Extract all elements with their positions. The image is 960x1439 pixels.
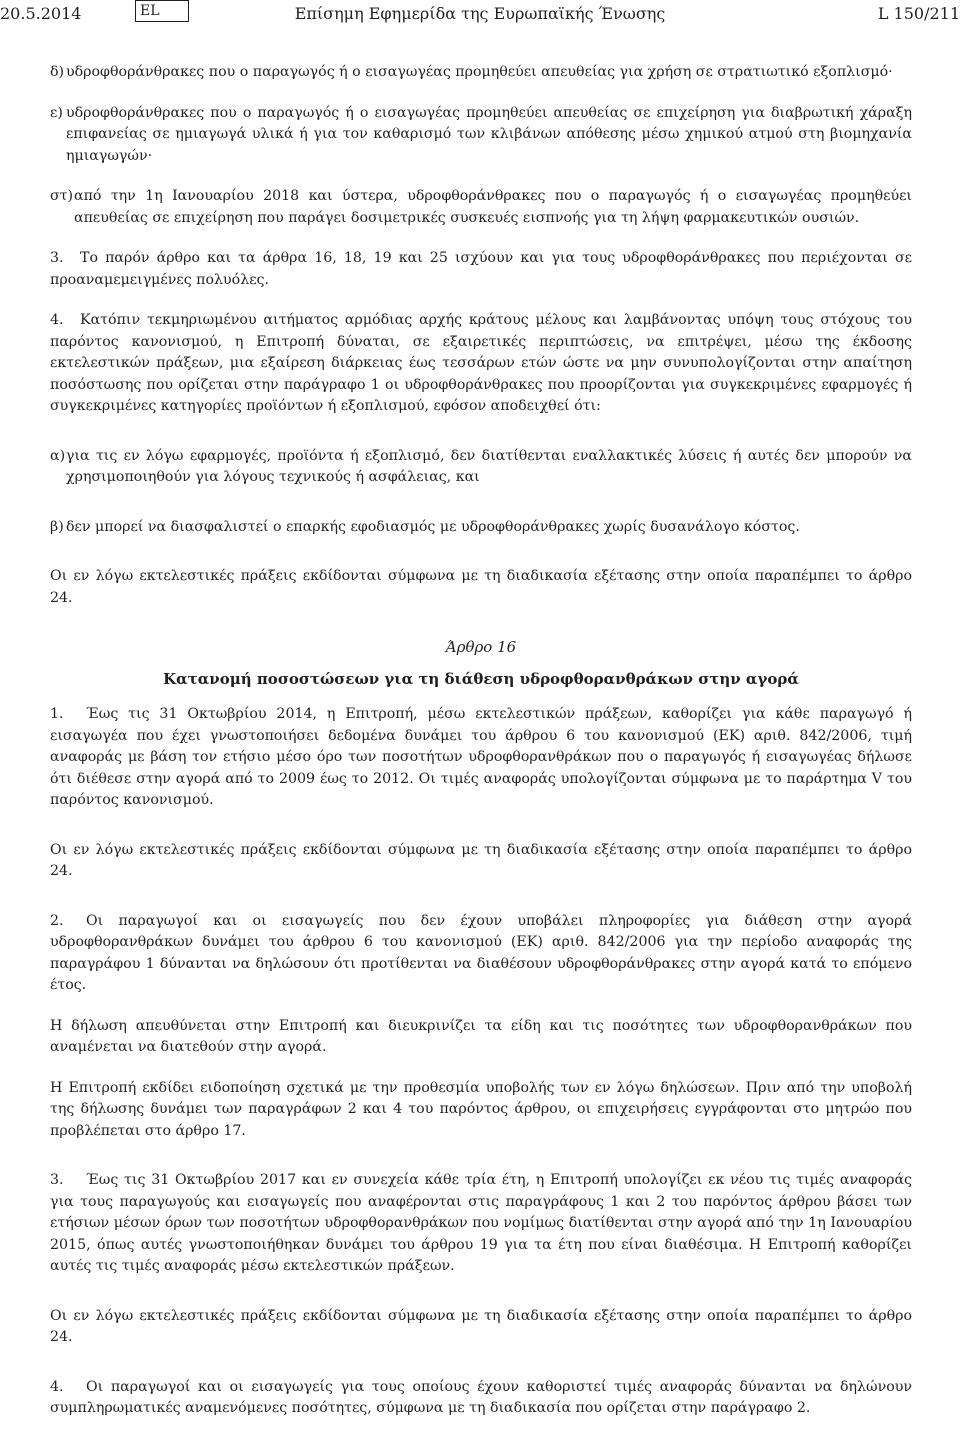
paragraph-text: Οι παραγωγοί και οι εισαγωγείς για τους οποίους έχουν καθοριστεί τιμές αναφοράς δύνανται να δηλώνουν συμπληρωματικές αναμενόμενες ποσότητες, σύμφωνα με τη διαδικασία που ορίζεται στην παράγραφο 2. (50, 1378, 912, 1416)
document-body (50, 62, 912, 1439)
page-number: L 150/211 (877, 4, 960, 23)
item-marker: β) (50, 518, 64, 535)
item-text: για τις εν λόγω εφαρμογές, προϊόντα ή εξοπλισμό, δεν διατίθενται εναλλακτικές λύσεις ή αυτές δεν μπορούν να χρησιμοποιηθούν για λόγους τεχνικούς ή ασφάλειας, και (66, 447, 912, 485)
article-paragraph-4 (50, 1377, 912, 1420)
article-subtitle: Κατανομή ποσοστώσεων για τη διάθεση υδροφθορανθράκων στην αγορά (163, 669, 799, 688)
item-text: υδροφθοράνθρακες που ο παραγωγός ή ο εισαγωγέας προμηθεύει απευθείας σε επιχείρηση για διαβρωτική χάραξη επιφανείας σε ημιαγωγά υλικά ή για τον καθαρισμό των κλιβάνων απόθεσης μέσω χημικού ατμού στη βιομηχανία ημιαγωγών· (66, 104, 912, 164)
paragraph-number: 4. (50, 1378, 64, 1395)
article-paragraph-3 (50, 1170, 912, 1278)
list-item-d (50, 62, 912, 84)
closing-sentence: Οι εν λόγω εκτελεστικές πράξεις εκδίδονται σύμφωνα με τη διαδικασία εξέτασης στην οποία παραπέμπει το άρθρο 24. (50, 841, 912, 879)
list-item-e (50, 103, 912, 168)
paragraph-number: 4. (50, 312, 64, 328)
journal-title: Επίσημη Εφημερίδα της Ευρωπαϊκής Ένωσης (294, 4, 666, 23)
header-date: 20.5.2014 (0, 4, 82, 23)
item-text: υδροφθοράνθρακες που ο παραγωγός ή ο εισαγωγέας προμηθεύει απευθείας για χρήση σε στρατιωτικό εξοπλισμό· (66, 64, 893, 80)
item-marker: στ) (50, 188, 74, 204)
paragraph-text: Κατόπιν τεκμηριωμένου αιτήματος αρμόδιας αρχής κράτους μέλους και λαμβάνοντας υπόψη τους στόχους του παρόντος κανονισμού, η Επιτροπή δύναται, σε εξαιρετικές περιπτώσεις, να επιτρέψει, μέσω της έκδοσης εκτελεστικών πράξεων, μια εξαίρεση διάρκειας έως τεσσάρων ετών ώστε να μην συνυπολογίζονται στην απαίτηση ποσόστωσης που ορίζεται στην παράγραφο 1 οι υδροφθοράνθρακες που προορίζονται για συγκεκριμένες εφαρμογές ή συγκεκριμένες κατηγορίες προϊόντων ή εξοπλισμού, εφόσον αποδειχθεί ότι: (50, 312, 912, 414)
paragraph-text: Έως τις 31 Οκτωβρίου 2017 και εν συνεχεία κάθε τρία έτη, η Επιτροπή υπολογίζει εκ νέου τις τιμές αναφοράς για τους παραγωγούς και εισαγωγείς που αναφέρονται στις παραγράφους 1 και 2 του παρόντος άρθρου βάσει των ετήσιων μέσων όρων των ποσοτήτων υδροφθορανθράκων που νομίμως διατίθενται στην αγορά από την 1η Ιανουαρίου 2015, όπως αυτές γνωστοποιήθηκαν δυνάμει του άρθρου 19 για τα έτη που είναι διαθέσιμα. Η Επιτροπή καθορίζει αυτές τις τιμές αναφοράς μέσω εκτελεστικών πράξεων. (50, 1172, 912, 1274)
paragraph-text: Το παρόν άρθρο και τα άρθρα 16, 18, 19 και 25 ισχύουν και για τους υδροφθοράνθρακες που περιέχονται σε προαναμεμειγμένες πολυόλες. (50, 250, 912, 288)
language-code-box: EL (135, 0, 189, 22)
paragraph-number: 2. (50, 912, 64, 929)
item-marker: δ) (50, 64, 65, 80)
paragraph-text: Οι παραγωγοί και οι εισαγωγείς που δεν έχουν υποβάλει πληροφορίες για διάθεση στην αγορά υδροφθορανθράκων δυνάμει του άρθρου 6 του κανονισμού (ΕΚ) αριθ. 842/2006 για την περίοδο αναφοράς της παραγράφου 1 δύνανται να δηλώσουν ότι προτίθενται να διαθέσουν υδροφθοράνθρακες στην αγορά κατά το επόμενο έτος. (50, 912, 912, 993)
closing-sentence: Οι εν λόγω εκτελεστικές πράξεις εκδίδονται σύμφωνα με τη διαδικασία εξέτασης στην οποία παραπέμπει το άρθρο 24. (50, 1307, 912, 1345)
paragraph-4 (50, 310, 912, 418)
item-text: από την 1η Ιανουαρίου 2018 και ύστερα, υδροφθοράνθρακες που ο παραγωγός ή ο εισαγωγέας προμηθεύει απευθείας σε επιχείρηση που παράγει δοσιμετρικές συσκευές εισπνοής για τη λήψη φαρμακευτικών ουσιών. (74, 188, 912, 226)
paragraph-text-block: Η δήλωση απευθύνεται στην Επιτροπή και διευκρινίζει τα είδη και τις ποσότητες των υδροφθορανθράκων που αναμένεται να διατεθούν στην αγορά. (50, 1017, 912, 1055)
item-marker: α) (50, 447, 66, 464)
paragraph-3 (50, 248, 912, 291)
paragraph-number: 3. (50, 250, 64, 266)
article-paragraph-1 (50, 704, 912, 812)
paragraph-number: 3. (50, 1172, 64, 1188)
list-item-a (50, 446, 912, 489)
paragraph-text: Έως τις 31 Οκτωβρίου 2014, η Επιτροπή, μέσω εκτελεστικών πράξεων, καθορίζει για κάθε παραγωγό ή εισαγωγέα που έχει γνωστοποιήσει δεδομένα δυνάμει του άρθρου 6 του κανονισμού (ΕΚ) αριθ. 842/2006, τιμή αναφοράς με βάση τον ετήσιο μέσο όρο των ποσοτήτων υδροφθορανθράκων που ο παραγωγός ή εισαγωγέας δήλωσε ότι διέθεσε στην αγορά από το 2009 έως το 2012. Οι τιμές αναφοράς υπολογίζονται σύμφωνα με το παράρτημα V του παρόντος κανονισμού. (50, 706, 912, 808)
page-header (0, 0, 960, 34)
paragraph-number: 1. (50, 706, 64, 722)
list-item-st (50, 186, 912, 229)
article-title: Άρθρο 16 (445, 638, 517, 656)
article-paragraph-2 (50, 911, 912, 997)
list-item-b (50, 517, 912, 539)
paragraph-text-block: Η Επιτροπή εκδίδει ειδοποίηση σχετικά με την προθεσμία υποβολής των εν λόγω δηλώσεων. Πριν από την υποβολή της δήλωσης δυνάμει των παραγράφων 2 και 4 του παρόντος άρθρου, οι επιχειρήσεις εγγράφονται στο μητρώο που προβλέπεται στο άρθρο 17. (50, 1079, 912, 1139)
item-text: δεν μπορεί να διασφαλιστεί ο επαρκής εφοδιασμός με υδροφθοράνθρακες χωρίς δυσανάλογο κόστος. (66, 518, 800, 535)
closing-sentence: Οι εν λόγω εκτελεστικές πράξεις εκδίδονται σύμφωνα με τη διαδικασία εξέτασης στην οποία παραπέμπει το άρθρο 24. (50, 568, 912, 606)
item-marker: ε) (50, 104, 63, 121)
